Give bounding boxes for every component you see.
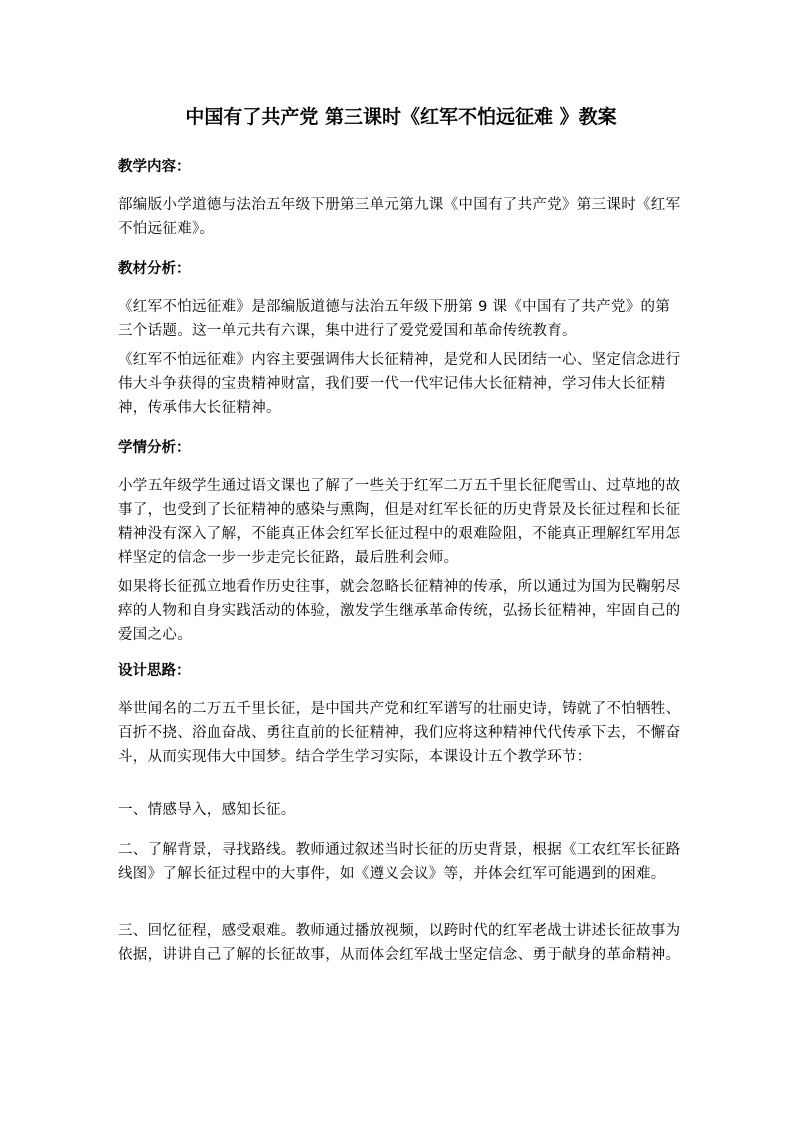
paragraph-design-1: 举世闻名的二万五千里长征，是中国共产党和红军谱写的壮丽史诗，铸就了不怕牺牲、百折不挠、浴血奋战、勇往直前的长征精神，我们应将这种精神代代传承下去，不懈奋斗，从而实现伟大中国梦。结合学生学习实际，本课设计五个教学环节： bbox=[118, 701, 681, 765]
section-heading-students: 学情分析： bbox=[118, 440, 191, 456]
document-title: 中国有了共产党 第三课时《红军不怕远征难 》教案 bbox=[185, 106, 617, 128]
section-heading-content: 教学内容： bbox=[118, 159, 191, 175]
paragraph-content: 部编版小学道德与法治五年级下册第三单元第九课《中国有了共产党》第三课时《红军不怕远征难》。 bbox=[118, 197, 681, 237]
paragraph-design-4: 三、回忆征程，感受艰难。教师通过播放视频，以跨时代的红军老战士讲述长征故事为依据，讲讲自己了解的长征故事，从而体会红军战士坚定信念、勇于献身的革命精神。 bbox=[118, 923, 681, 963]
paragraph-design-3: 二、了解背景，寻找路线。教师通过叙述当时长征的历史背景，根据《工农红军长征路线图》了解长征过程中的大事件，如《遵义会议》等，并体会红军可能遇到的困难。 bbox=[118, 842, 681, 882]
paragraph-students-2: 如果将长征孤立地看作历史往事，就会忽略长征精神的传承，所以通过为国为民鞠躬尽瘁的人物和自身实践活动的体验，激发学生继承革命传统，弘扬长征精神，牢固自己的爱国之心。 bbox=[118, 579, 681, 643]
section-heading-analysis: 教材分析： bbox=[118, 261, 191, 277]
paragraph-students-1: 小学五年级学生通过语文课也了解了一些关于红军二万五千里长征爬雪山、过草地的故事了，也受到了长征精神的感染与熏陶，但是对红军长征的历史背景及长征过程和长征精神没有深入了解，不能真正体会红军长征过程中的艰难险阻，不能真正理解红军用怎样坚定的信念一步一步走完长征路，最后胜利会师。 bbox=[118, 478, 681, 566]
paragraph-analysis-1: 《红军不怕远征难》是部编版道德与法治五年级下册第 9 课《中国有了共产党》的第三个话题。这一单元共有六课，集中进行了爱党爱国和革命传统教育。 bbox=[118, 299, 671, 339]
section-heading-design: 设计思路： bbox=[118, 663, 191, 679]
paragraph-design-2: 一、情感导入，感知长征。 bbox=[118, 802, 296, 818]
paragraph-analysis-2: 《红军不怕远征难》内容主要强调伟大长征精神，是党和人民团结一心、坚定信念进行伟大斗争获得的宝贵精神财富，我们要一代一代牢记伟大长征精神，学习伟大长征精神，传承伟大长征精神。 bbox=[118, 352, 681, 416]
